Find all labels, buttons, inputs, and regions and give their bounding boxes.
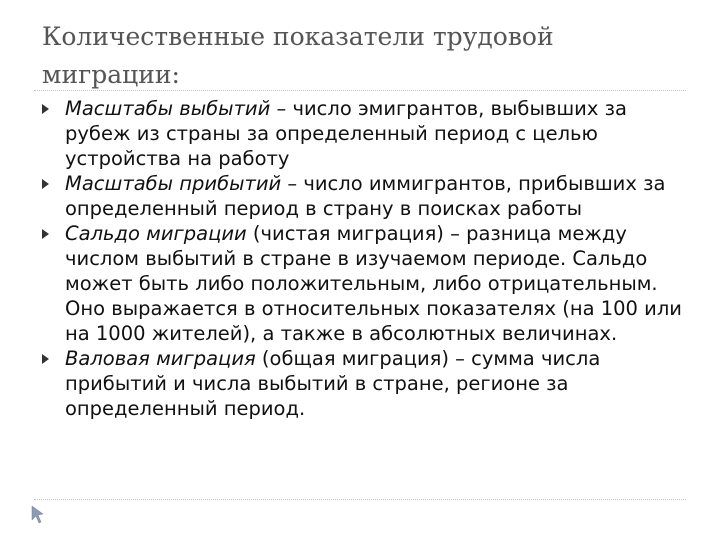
bullet-item bbox=[40, 171, 688, 221]
bullet-text: (чистая миграция) – разница между числом выбытий в стране в изучаемом периоде. Сальдо может быть либо положительным, либо отрицательным. Оно выражается в относительных показателях (на 100 или на 1000 жителей), а также в абсолютных величинах. bbox=[65, 222, 682, 345]
bullet-item bbox=[40, 221, 688, 346]
bullet-item bbox=[40, 346, 688, 421]
navigation-arrow-shape bbox=[32, 506, 43, 523]
bullet-text: – число эмигрантов, выбывших за рубеж из страны за определенный период с целью устройства на работу bbox=[65, 97, 627, 170]
bullet-term: Масштабы выбытий bbox=[65, 97, 271, 120]
triangle-bullet-icon bbox=[42, 104, 49, 114]
slide-title: Количественные показатели трудовой миграции: bbox=[42, 22, 554, 89]
footer-divider bbox=[34, 499, 686, 500]
bullet-term: Сальдо миграции bbox=[65, 222, 247, 245]
triangle-bullet-icon bbox=[42, 179, 49, 189]
bullet-term: Масштабы прибытий bbox=[65, 172, 282, 195]
bullet-list bbox=[40, 96, 688, 421]
triangle-bullet-icon bbox=[42, 229, 49, 239]
navigation-arrow-icon[interactable] bbox=[28, 503, 50, 525]
bullet-term: Валовая миграция bbox=[65, 347, 256, 370]
bullet-text: (общая миграция) – сумма числа прибытий и числа выбытий в стране, регионе за определенный период. bbox=[65, 347, 601, 420]
triangle-bullet-icon bbox=[42, 354, 49, 364]
bullet-item bbox=[40, 96, 688, 171]
title-divider bbox=[34, 90, 686, 91]
bullet-text: – число иммигрантов, прибывших за определенный период в страну в поисках работы bbox=[65, 172, 666, 220]
